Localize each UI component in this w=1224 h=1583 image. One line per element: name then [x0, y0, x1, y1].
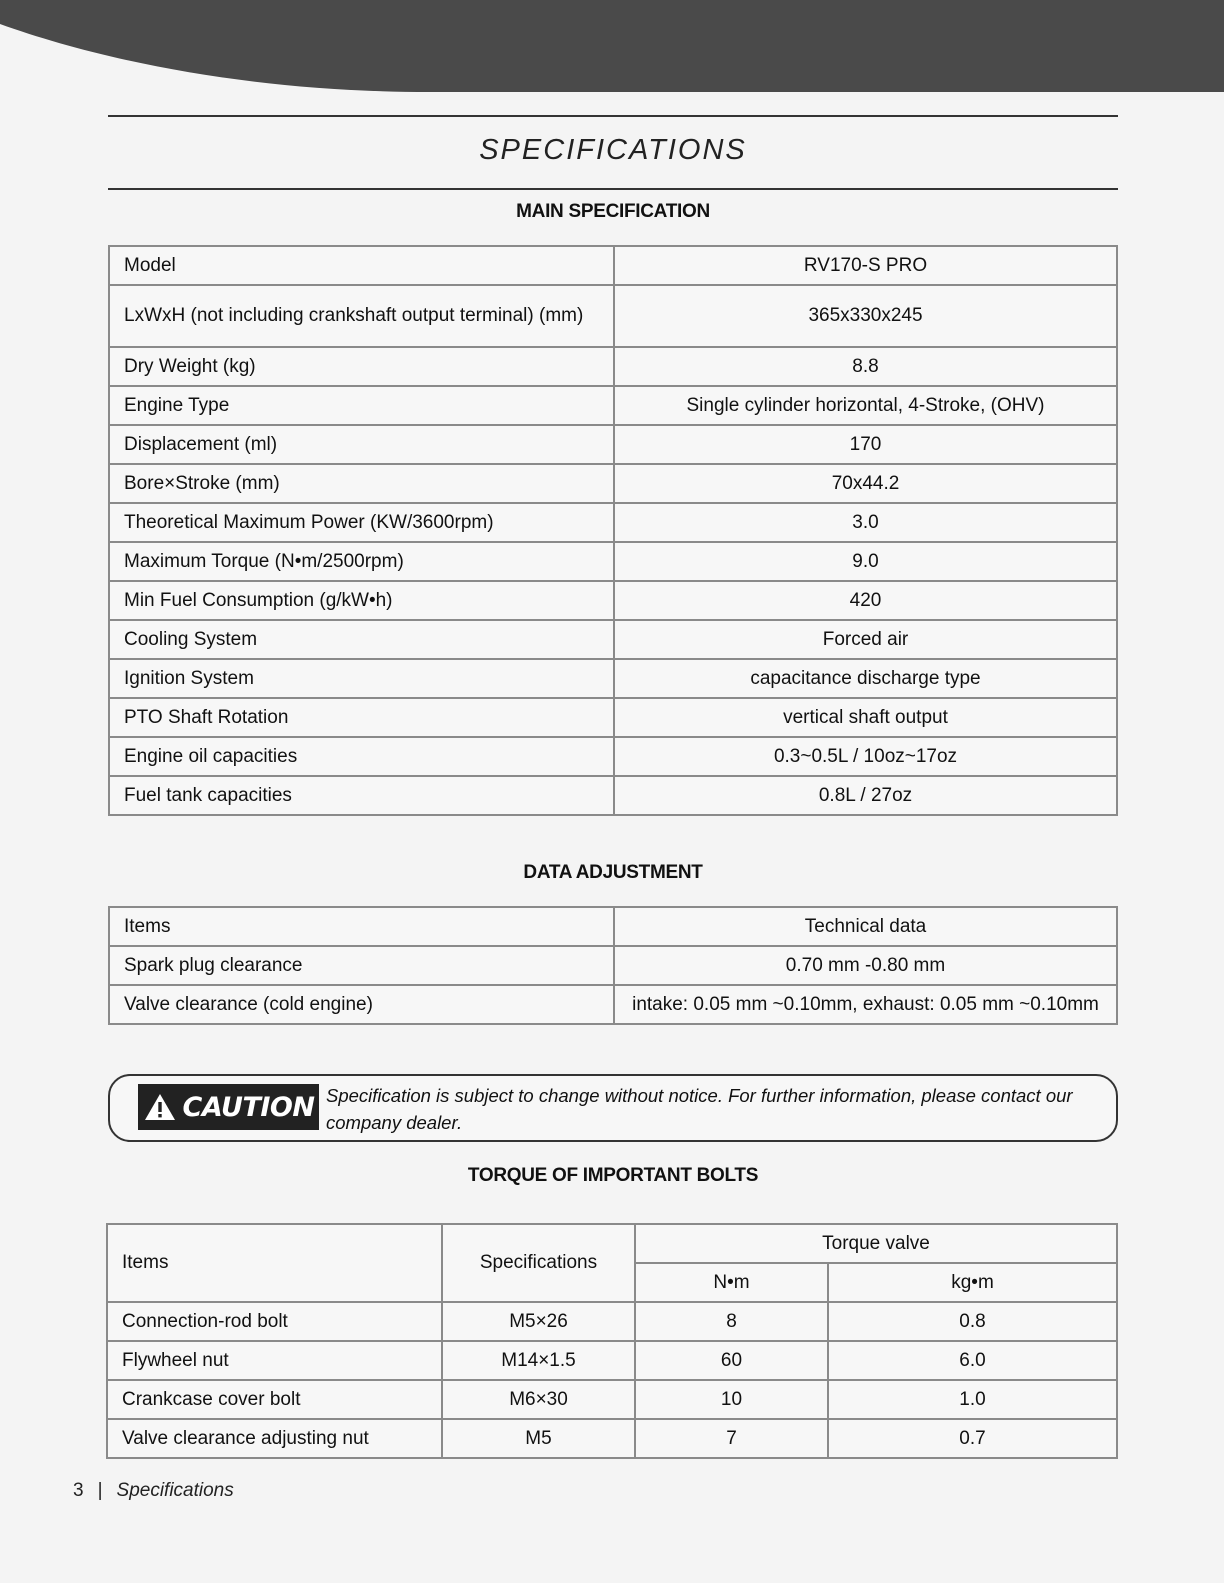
table-row	[109, 503, 1117, 542]
spec-label: Maximum Torque (N•m/2500rpm)	[109, 542, 614, 581]
bolt-spec: M14×1.5	[442, 1341, 635, 1380]
bolt-kgm: 6.0	[828, 1341, 1117, 1380]
header-technical-data: Technical data	[614, 907, 1117, 946]
caution-box	[108, 1074, 1118, 1142]
header-kgm: kg•m	[828, 1263, 1117, 1302]
bolt-spec: M6×30	[442, 1380, 635, 1419]
spec-label: Theoretical Maximum Power (KW/3600rpm)	[109, 503, 614, 542]
spec-value: 420	[614, 581, 1117, 620]
main-spec-title: MAIN SPECIFICATION	[516, 201, 710, 222]
bolt-nm: 7	[635, 1419, 828, 1458]
table-header-row	[107, 1224, 1117, 1263]
torque-table	[106, 1223, 1118, 1459]
spec-label: Engine Type	[109, 386, 614, 425]
spec-label: Cooling System	[109, 620, 614, 659]
bolt-item: Connection-rod bolt	[107, 1302, 442, 1341]
footer-section-label: Specifications	[116, 1480, 234, 1501]
table-row	[109, 620, 1117, 659]
spec-label: Displacement (ml)	[109, 425, 614, 464]
warning-triangle-icon	[143, 1092, 177, 1122]
table-row	[109, 946, 1117, 985]
adj-value: intake: 0.05 mm ~0.10mm, exhaust: 0.05 mm ~0.10mm	[614, 985, 1117, 1024]
table-row	[109, 386, 1117, 425]
title-top-rule	[108, 115, 1118, 117]
spec-value: vertical shaft output	[614, 698, 1117, 737]
spec-value: 365x330x245	[614, 285, 1117, 347]
table-row	[109, 659, 1117, 698]
bolt-item: Crankcase cover bolt	[107, 1380, 442, 1419]
bolt-nm: 60	[635, 1341, 828, 1380]
table-row	[109, 246, 1117, 285]
header-nm: N•m	[635, 1263, 828, 1302]
table-header-row	[109, 907, 1117, 946]
adj-label: Valve clearance (cold engine)	[109, 985, 614, 1024]
caution-text: Specification is subject to change without notice. For further information, please contact our company dealer.	[326, 1085, 1073, 1133]
torque-title: TORQUE OF IMPORTANT BOLTS	[467, 1165, 759, 1186]
caution-label: CAUTION	[182, 1091, 315, 1123]
spec-label: Model	[109, 246, 614, 285]
header-items: Items	[107, 1224, 442, 1302]
spec-value: 0.8L / 27oz	[614, 776, 1117, 815]
table-row	[109, 347, 1117, 386]
bolt-item: Flywheel nut	[107, 1341, 442, 1380]
bolt-spec: M5×26	[442, 1302, 635, 1341]
caution-badge	[138, 1084, 319, 1130]
header-items: Items	[109, 907, 614, 946]
table-row	[109, 985, 1117, 1024]
main-spec-table	[108, 245, 1118, 816]
table-row	[107, 1302, 1117, 1341]
page-title: SPECIFICATIONS	[479, 134, 747, 166]
adj-label: Spark plug clearance	[109, 946, 614, 985]
header-specifications: Specifications	[442, 1224, 635, 1302]
page-number: 3	[73, 1480, 84, 1501]
table-row	[109, 425, 1117, 464]
spec-value: RV170-S PRO	[614, 246, 1117, 285]
spec-value: 8.8	[614, 347, 1117, 386]
spec-label: Fuel tank capacities	[109, 776, 614, 815]
spec-value: 170	[614, 425, 1117, 464]
title-bottom-rule	[108, 188, 1118, 190]
spec-label: Min Fuel Consumption (g/kW•h)	[109, 581, 614, 620]
data-adjustment-title: DATA ADJUSTMENT	[523, 862, 703, 883]
bolt-nm: 8	[635, 1302, 828, 1341]
table-row	[109, 698, 1117, 737]
table-row	[107, 1341, 1117, 1380]
bolt-kgm: 0.8	[828, 1302, 1117, 1341]
table-row	[109, 737, 1117, 776]
table-row	[109, 464, 1117, 503]
header-banner	[0, 0, 1224, 95]
bolt-spec: M5	[442, 1419, 635, 1458]
spec-value: 9.0	[614, 542, 1117, 581]
table-row	[109, 285, 1117, 347]
header-torque-valve: Torque valve	[635, 1224, 1117, 1263]
table-row	[109, 776, 1117, 815]
spec-value: capacitance discharge type	[614, 659, 1117, 698]
bolt-nm: 10	[635, 1380, 828, 1419]
spec-label: Ignition System	[109, 659, 614, 698]
spec-value: Single cylinder horizontal, 4-Stroke, (OHV)	[614, 386, 1117, 425]
bolt-item: Valve clearance adjusting nut	[107, 1419, 442, 1458]
table-row	[109, 581, 1117, 620]
spec-value: 3.0	[614, 503, 1117, 542]
table-row	[109, 542, 1117, 581]
spec-value: 70x44.2	[614, 464, 1117, 503]
bolt-kgm: 0.7	[828, 1419, 1117, 1458]
data-adjustment-table	[108, 906, 1118, 1025]
spec-value: Forced air	[614, 620, 1117, 659]
spec-label: LxWxH (not including crankshaft output terminal) (mm)	[109, 285, 614, 347]
spec-label: Engine oil capacities	[109, 737, 614, 776]
adj-value: 0.70 mm -0.80 mm	[614, 946, 1117, 985]
table-row	[107, 1380, 1117, 1419]
table-row	[107, 1419, 1117, 1458]
spec-label: Bore×Stroke (mm)	[109, 464, 614, 503]
spec-label: Dry Weight (kg)	[109, 347, 614, 386]
spec-label: PTO Shaft Rotation	[109, 698, 614, 737]
bolt-kgm: 1.0	[828, 1380, 1117, 1419]
footer-separator: |	[97, 1480, 103, 1501]
spec-value: 0.3~0.5L / 10oz~17oz	[614, 737, 1117, 776]
page-footer	[73, 1480, 234, 1502]
